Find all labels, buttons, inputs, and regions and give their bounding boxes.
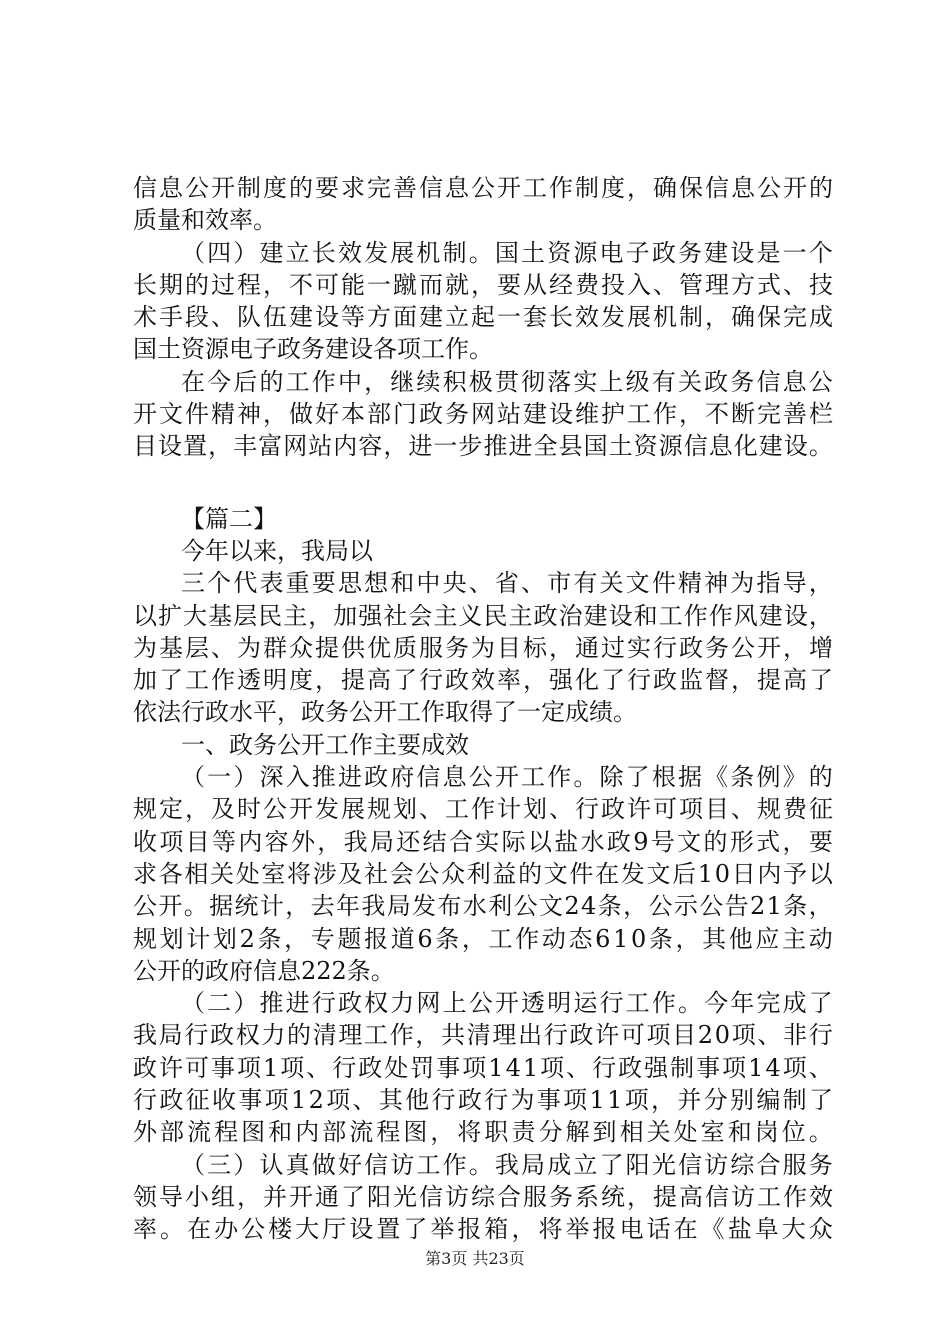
paragraph-b-line: 规 划 计 划 2 条 ， 专 题 报 道 6 条 ， 工 作 动 态 6 1 0 条 ， 其 他 应 主 动	[133, 924, 833, 953]
section-part-two	[133, 503, 833, 1246]
paragraph-a-line: 长 期 的 过 程 ， 不 可 能 一 蹴 而 就 ， 要 从 经 费 投 入 、 管 理 方 式 、 技	[133, 270, 833, 299]
paragraph-a-line: 信 息 公 开 制 度 的 要 求 完 善 信 息 公 开 工 作 制 度 ， 确 保 信 息 公 开 的	[133, 174, 833, 202]
paragraph-b-line: 公 开 。 据 统 计 ， 去 年 我 局 发 布 水 利 公 文 2 4 条 ， 公 示 公 告 2 1 条 ，	[133, 892, 833, 921]
paragraph-b-line: 一、政务公开工作主要成效	[181, 730, 469, 759]
document-body	[133, 172, 833, 1246]
paragraph-b-line: 我 局 行 政 权 力 的 清 理 工 作 ， 共 清 理 出 行 政 许 可 项 目 2 0 项 、 非 行	[133, 1021, 833, 1050]
paragraph-b-line: （ 三 ） 认 真 做 好 信 访 工 作 。 我 局 成 立 了 阳 光 信 访 综 合 服 务	[181, 1150, 833, 1179]
paragraph-b-line: 今年以来，我局以	[181, 536, 373, 565]
paragraph-b-line: 三 个 代 表 重 要 思 想 和 中 央 、 省 、 市 有 关 文 件 精 神 为 指 导 ，	[181, 569, 833, 598]
section-gap	[133, 463, 833, 503]
paragraph-a-line: （ 四 ） 建 立 长 效 发 展 机 制 。 国 土 资 源 电 子 政 务 建 设 是 一 个	[181, 238, 833, 267]
paragraph-b-line: 加 了 工 作 透 明 度 ， 提 高 了 行 政 效 率 ， 强 化 了 行 政 监 督 ， 提 高 了	[133, 666, 833, 695]
paragraph-b-line: 以 扩 大 基 层 民 主 ， 加 强 社 会 主 义 民 主 政 治 建 设 和 工 作 作 风 建 设 ，	[133, 601, 833, 630]
paragraph-b-line: 政 许 可 事 项 1 项 、 行 政 处 罚 事 项 1 4 1 项 、 行 政 强 制 事 项 1 4 项 、	[133, 1053, 833, 1082]
paragraph-a-line: 国土资源电子政务建设各项工作。	[133, 335, 493, 364]
paragraph-a-line: 术 手 段 、 队 伍 建 设 等 方 面 建 立 起 一 套 长 效 发 展 机 制 ， 确 保 完 成	[133, 303, 833, 332]
page-footer: 第3页 共23页	[425, 1249, 525, 1268]
paragraph-b-line: 为 基 层 、 为 群 众 提 供 优 质 服 务 为 目 标 ， 通 过 实 行 政 务 公 开 ， 增	[133, 633, 833, 662]
paragraph-b-line: 规 定 ， 及 时 公 开 发 展 规 划 、 工 作 计 划 、 行 政 许 可 项 目 、 规 费 征	[133, 795, 833, 824]
paragraph-b-line: 外 部 流 程 图 和 内 部 流 程 图 ， 将 职 责 分 解 到 相 关 处 室 和 岗 位 。	[133, 1118, 833, 1147]
paragraph-b-line: （ 二 ） 推 进 行 政 权 力 网 上 公 开 透 明 运 行 工 作 。 今 年 完 成 了	[181, 989, 833, 1018]
paragraph-a-line: 在 今 后 的 工 作 中 ， 继 续 积 极 贯 彻 落 实 上 级 有 关 政 务 信 息 公	[181, 367, 833, 396]
paragraph-a-line: 质量和效率。	[133, 206, 277, 235]
paragraph-a-line: 开 文 件 精 神 ， 做 好 本 部 门 政 务 网 站 建 设 维 护 工 作 ， 不 断 完 善 栏	[133, 400, 833, 429]
paragraph-b-line: 行 政 征 收 事 项 1 2 项 、 其 他 行 政 行 为 事 项 1 1 项 ， 并 分 别 编 制 了	[133, 1086, 833, 1115]
paragraph-b-line: 依法行政水平，政务公开工作取得了一定成绩。	[133, 698, 637, 727]
paragraph-b-line: 收 项 目 等 内 容 外 ， 我 局 还 结 合 实 际 以 盐 水 政 9 号 文 的 形 式 ， 要	[133, 827, 833, 856]
section-continuation	[133, 172, 833, 463]
paragraph-b-line: 公开的政府信息222条。	[133, 956, 395, 985]
paragraph-b-line: （ 一 ） 深 入 推 进 政 府 信 息 公 开 工 作 。 除 了 根 据 《 条 例 》 的	[181, 763, 833, 792]
paragraph-b-line: 【篇二】	[181, 504, 277, 533]
paragraph-b-line: 求 各 相 关 处 室 将 涉 及 社 会 公 众 利 益 的 文 件 在 发 文 后 1 0 日 内 予 以	[133, 859, 833, 888]
paragraph-b-line: 率 。 在 办 公 楼 大 厅 设 置 了 举 报 箱 ， 将 举 报 电 话 在 《 盐 阜 大 众	[133, 1215, 833, 1244]
paragraph-a-line: 目 设 置 ， 丰 富 网 站 内 容 ， 进 一 步 推 进 全 县 国 土 资 源 信 息 化 建 设 。	[133, 432, 833, 461]
paragraph-b-line: 领 导 小 组 ， 并 开 通 了 阳 光 信 访 综 合 服 务 系 统 ， 提 高 信 访 工 作 效	[133, 1182, 833, 1211]
